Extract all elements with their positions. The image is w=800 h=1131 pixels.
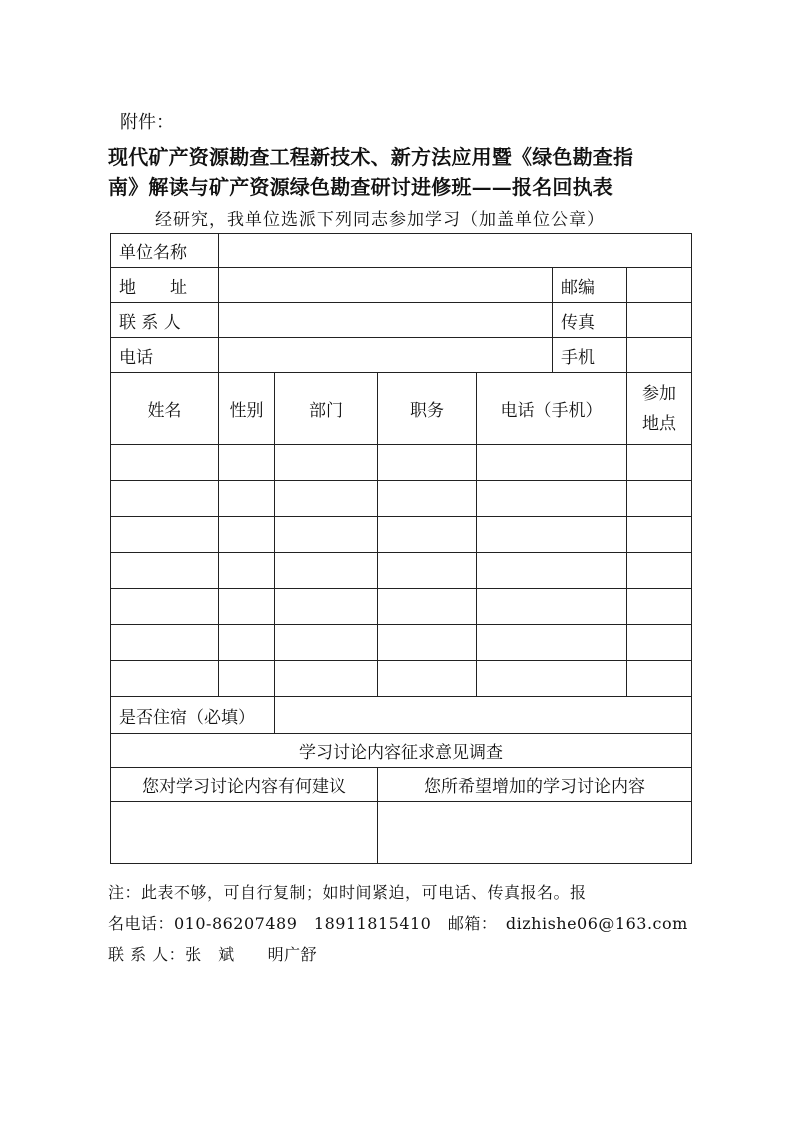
attachment-label: 附件： [120,112,174,133]
table-row [111,661,692,697]
header-phone: 电话（手机） [477,373,627,445]
lodging-field[interactable] [275,697,692,734]
cell[interactable] [219,445,275,481]
suggestion-field[interactable] [111,802,378,864]
header-department: 部门 [275,373,378,445]
lodging-label: 是否住宿（必填） [111,697,275,734]
cell[interactable] [378,589,477,625]
cell[interactable] [378,445,477,481]
postcode-field[interactable] [627,268,692,303]
cell[interactable] [477,445,627,481]
cell[interactable] [275,661,378,697]
cell[interactable] [477,553,627,589]
phone-field[interactable] [219,338,553,373]
cell[interactable] [219,481,275,517]
table-row [111,553,692,589]
unit-name-field[interactable] [219,234,692,268]
postcode-label: 邮编 [553,268,627,303]
header-name: 姓名 [111,373,219,445]
cell[interactable] [477,661,627,697]
footer-note [108,877,698,970]
cell[interactable] [111,661,219,697]
survey-title: 学习讨论内容征求意见调查 [111,734,692,768]
cell[interactable] [275,625,378,661]
fax-label: 传真 [553,303,627,338]
cell[interactable] [378,625,477,661]
title-line-1: 现代矿产资源勘查工程新技术、新方法应用暨《绿色勘查指 [108,145,634,169]
cell[interactable] [219,589,275,625]
cell[interactable] [275,481,378,517]
note-line-2: 名电话：010-86207489 18911815410 邮箱： dizhishe06@163.com [108,914,688,933]
table-row [111,589,692,625]
cell[interactable] [477,589,627,625]
cell[interactable] [627,445,692,481]
cell[interactable] [378,517,477,553]
cell[interactable] [378,481,477,517]
cell[interactable] [111,553,219,589]
cell[interactable] [219,625,275,661]
note-line-3: 联 系 人：张 斌 明广舒 [108,945,318,964]
unit-name-label: 单位名称 [111,234,219,268]
wish-label: 您所希望增加的学习讨论内容 [378,768,692,802]
cell[interactable] [219,661,275,697]
cell[interactable] [275,553,378,589]
suggestion-label: 您对学习讨论内容有何建议 [111,768,378,802]
cell[interactable] [275,589,378,625]
header-location-line1: 参加 [642,383,677,404]
header-location [627,373,692,445]
table-row [111,625,692,661]
header-gender: 性别 [219,373,275,445]
table-row [111,481,692,517]
registration-form [110,233,692,864]
cell[interactable] [477,481,627,517]
cell[interactable] [275,445,378,481]
table-row [111,445,692,481]
cell[interactable] [378,553,477,589]
cell[interactable] [627,589,692,625]
cell[interactable] [627,481,692,517]
address-label: 地 址 [111,268,219,303]
address-field[interactable] [219,268,553,303]
cell[interactable] [111,445,219,481]
contact-label: 联 系 人 [111,303,219,338]
header-location-line2: 地点 [642,413,677,434]
cell[interactable] [627,625,692,661]
note-line-1: 注：此表不够，可自行复制；如时间紧迫，可电话、传真报名。报 [108,883,587,902]
cell[interactable] [111,625,219,661]
title-line-2: 南》解读与矿产资源绿色勘查研讨进修班——报名回执表 [108,175,613,199]
cell[interactable] [477,625,627,661]
phone-label: 电话 [111,338,219,373]
cell[interactable] [378,661,477,697]
mobile-field[interactable] [627,338,692,373]
cell[interactable] [275,517,378,553]
contact-field[interactable] [219,303,553,338]
cell[interactable] [111,589,219,625]
cell[interactable] [627,517,692,553]
cell[interactable] [219,517,275,553]
intro-text: 经研究，我单位选派下列同志参加学习（加盖单位公章） [155,210,605,230]
header-position: 职务 [378,373,477,445]
cell[interactable] [219,553,275,589]
table-row [111,517,692,553]
cell[interactable] [111,517,219,553]
cell[interactable] [627,661,692,697]
fax-field[interactable] [627,303,692,338]
cell[interactable] [627,553,692,589]
mobile-label: 手机 [553,338,627,373]
document-title [108,142,698,202]
cell[interactable] [111,481,219,517]
cell[interactable] [477,517,627,553]
wish-field[interactable] [378,802,692,864]
